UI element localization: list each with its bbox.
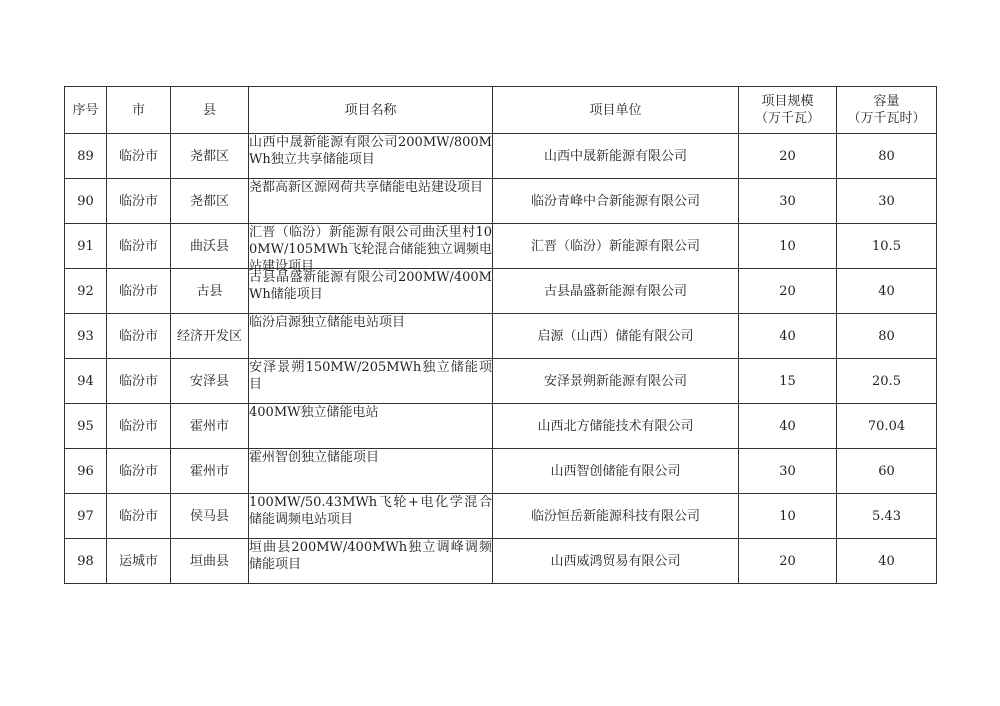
cell-seq: 95: [65, 404, 107, 449]
project-name-text: 尧都高新区源网荷共享储能电站建设项目: [249, 180, 484, 195]
cell-seq: 89: [65, 134, 107, 179]
project-name-text: 安泽景朔150MW/205MWh独立储能项目: [249, 360, 492, 392]
table-header-row: [65, 87, 937, 134]
table-row: [65, 449, 937, 494]
project-name-text: 100MW/50.43MWh飞轮+电化学混合储能调频电站项目: [249, 495, 492, 527]
cell-capacity: 40: [837, 269, 937, 314]
cell-capacity: 10.5: [837, 224, 937, 269]
cell-city: 临汾市: [107, 134, 171, 179]
table-row: [65, 134, 937, 179]
cell-city: 临汾市: [107, 314, 171, 359]
energy-storage-project-table: [64, 86, 937, 584]
table-row: [65, 494, 937, 539]
cell-county: 侯马县: [171, 494, 249, 539]
cell-county: 经济开发区: [171, 314, 249, 359]
cell-project-name: [249, 494, 493, 539]
cell-city: 运城市: [107, 539, 171, 584]
header-capacity-unit: （万千瓦时）: [847, 111, 926, 126]
cell-scale: 15: [739, 359, 837, 404]
cell-county: 尧都区: [171, 179, 249, 224]
cell-city: 临汾市: [107, 449, 171, 494]
cell-project-unit: 古县晶盛新能源有限公司: [493, 269, 739, 314]
header-scale-unit: （万千瓦）: [754, 111, 820, 126]
cell-project-name: [249, 449, 493, 494]
cell-capacity: 60: [837, 449, 937, 494]
project-name-text: 山西中晟新能源有限公司200MW/800MWh独立共享储能项目: [249, 135, 492, 167]
cell-capacity: 40: [837, 539, 937, 584]
project-name-text: 古县晶盛新能源有限公司200MW/400MWh储能项目: [249, 270, 492, 302]
table-row: [65, 224, 937, 269]
cell-seq: 92: [65, 269, 107, 314]
cell-scale: 30: [739, 179, 837, 224]
header-scale-label: 项目规模: [761, 94, 814, 109]
cell-project-name: [249, 359, 493, 404]
header-capacity: [837, 87, 937, 134]
cell-project-name: [249, 179, 493, 224]
cell-city: 临汾市: [107, 269, 171, 314]
cell-county: 安泽县: [171, 359, 249, 404]
cell-scale: 40: [739, 314, 837, 359]
cell-project-unit: 山西威鸿贸易有限公司: [493, 539, 739, 584]
header-city: 市: [107, 87, 171, 134]
cell-capacity: 5.43: [837, 494, 937, 539]
cell-city: 临汾市: [107, 404, 171, 449]
table-row: [65, 539, 937, 584]
cell-capacity: 20.5: [837, 359, 937, 404]
cell-seq: 91: [65, 224, 107, 269]
cell-scale: 10: [739, 494, 837, 539]
cell-project-name: [249, 314, 493, 359]
cell-capacity: 80: [837, 314, 937, 359]
cell-county: 霍州市: [171, 449, 249, 494]
cell-project-name: [249, 269, 493, 314]
cell-project-name: [249, 224, 493, 274]
cell-city: 临汾市: [107, 179, 171, 224]
project-name-text: 400MW独立储能电站: [249, 405, 379, 420]
project-name-text: 霍州智创独立储能项目: [249, 450, 380, 465]
cell-seq: 94: [65, 359, 107, 404]
cell-city: 临汾市: [107, 359, 171, 404]
cell-county: 曲沃县: [171, 224, 249, 269]
cell-scale: 30: [739, 449, 837, 494]
cell-seq: 97: [65, 494, 107, 539]
cell-scale: 20: [739, 269, 837, 314]
header-capacity-label: 容量: [873, 94, 900, 109]
project-name-text: 临汾启源独立储能电站项目: [249, 315, 406, 330]
cell-project-unit: 山西北方储能技术有限公司: [493, 404, 739, 449]
cell-capacity: 30: [837, 179, 937, 224]
table-row: [65, 314, 937, 359]
cell-project-name: [249, 539, 493, 584]
cell-project-unit: 临汾恒岳新能源科技有限公司: [493, 494, 739, 539]
cell-project-unit: 汇晋（临汾）新能源有限公司: [493, 224, 739, 269]
cell-seq: 90: [65, 179, 107, 224]
cell-city: 临汾市: [107, 494, 171, 539]
header-project-unit: 项目单位: [493, 87, 739, 134]
cell-scale: 20: [739, 539, 837, 584]
cell-scale: 20: [739, 134, 837, 179]
header-seq: 序号: [65, 87, 107, 134]
cell-county: 垣曲县: [171, 539, 249, 584]
table-row: [65, 179, 937, 224]
cell-seq: 98: [65, 539, 107, 584]
cell-project-unit: 安泽景朔新能源有限公司: [493, 359, 739, 404]
cell-project-name: [249, 404, 493, 449]
table-row: [65, 269, 937, 314]
cell-project-unit: 山西中晟新能源有限公司: [493, 134, 739, 179]
header-scale: [739, 87, 837, 134]
header-project-name: 项目名称: [249, 87, 493, 134]
cell-county: 尧都区: [171, 134, 249, 179]
cell-capacity: 80: [837, 134, 937, 179]
cell-capacity: 70.04: [837, 404, 937, 449]
table-row: [65, 359, 937, 404]
cell-project-unit: 临汾青峰中合新能源有限公司: [493, 179, 739, 224]
cell-project-unit: 山西智创储能有限公司: [493, 449, 739, 494]
cell-project-unit: 启源（山西）储能有限公司: [493, 314, 739, 359]
cell-project-name: [249, 134, 493, 179]
cell-county: 古县: [171, 269, 249, 314]
project-name-text: 垣曲县200MW/400MWh独立调峰调频储能项目: [249, 540, 492, 572]
cell-scale: 40: [739, 404, 837, 449]
cell-seq: 96: [65, 449, 107, 494]
cell-city: 临汾市: [107, 224, 171, 269]
cell-county: 霍州市: [171, 404, 249, 449]
project-name-text: 汇晋（临汾）新能源有限公司曲沃里村100MW/105MWh飞轮混合储能独立调频电站建设项目: [249, 225, 492, 274]
header-county: 县: [171, 87, 249, 134]
cell-seq: 93: [65, 314, 107, 359]
cell-scale: 10: [739, 224, 837, 269]
table-row: [65, 404, 937, 449]
